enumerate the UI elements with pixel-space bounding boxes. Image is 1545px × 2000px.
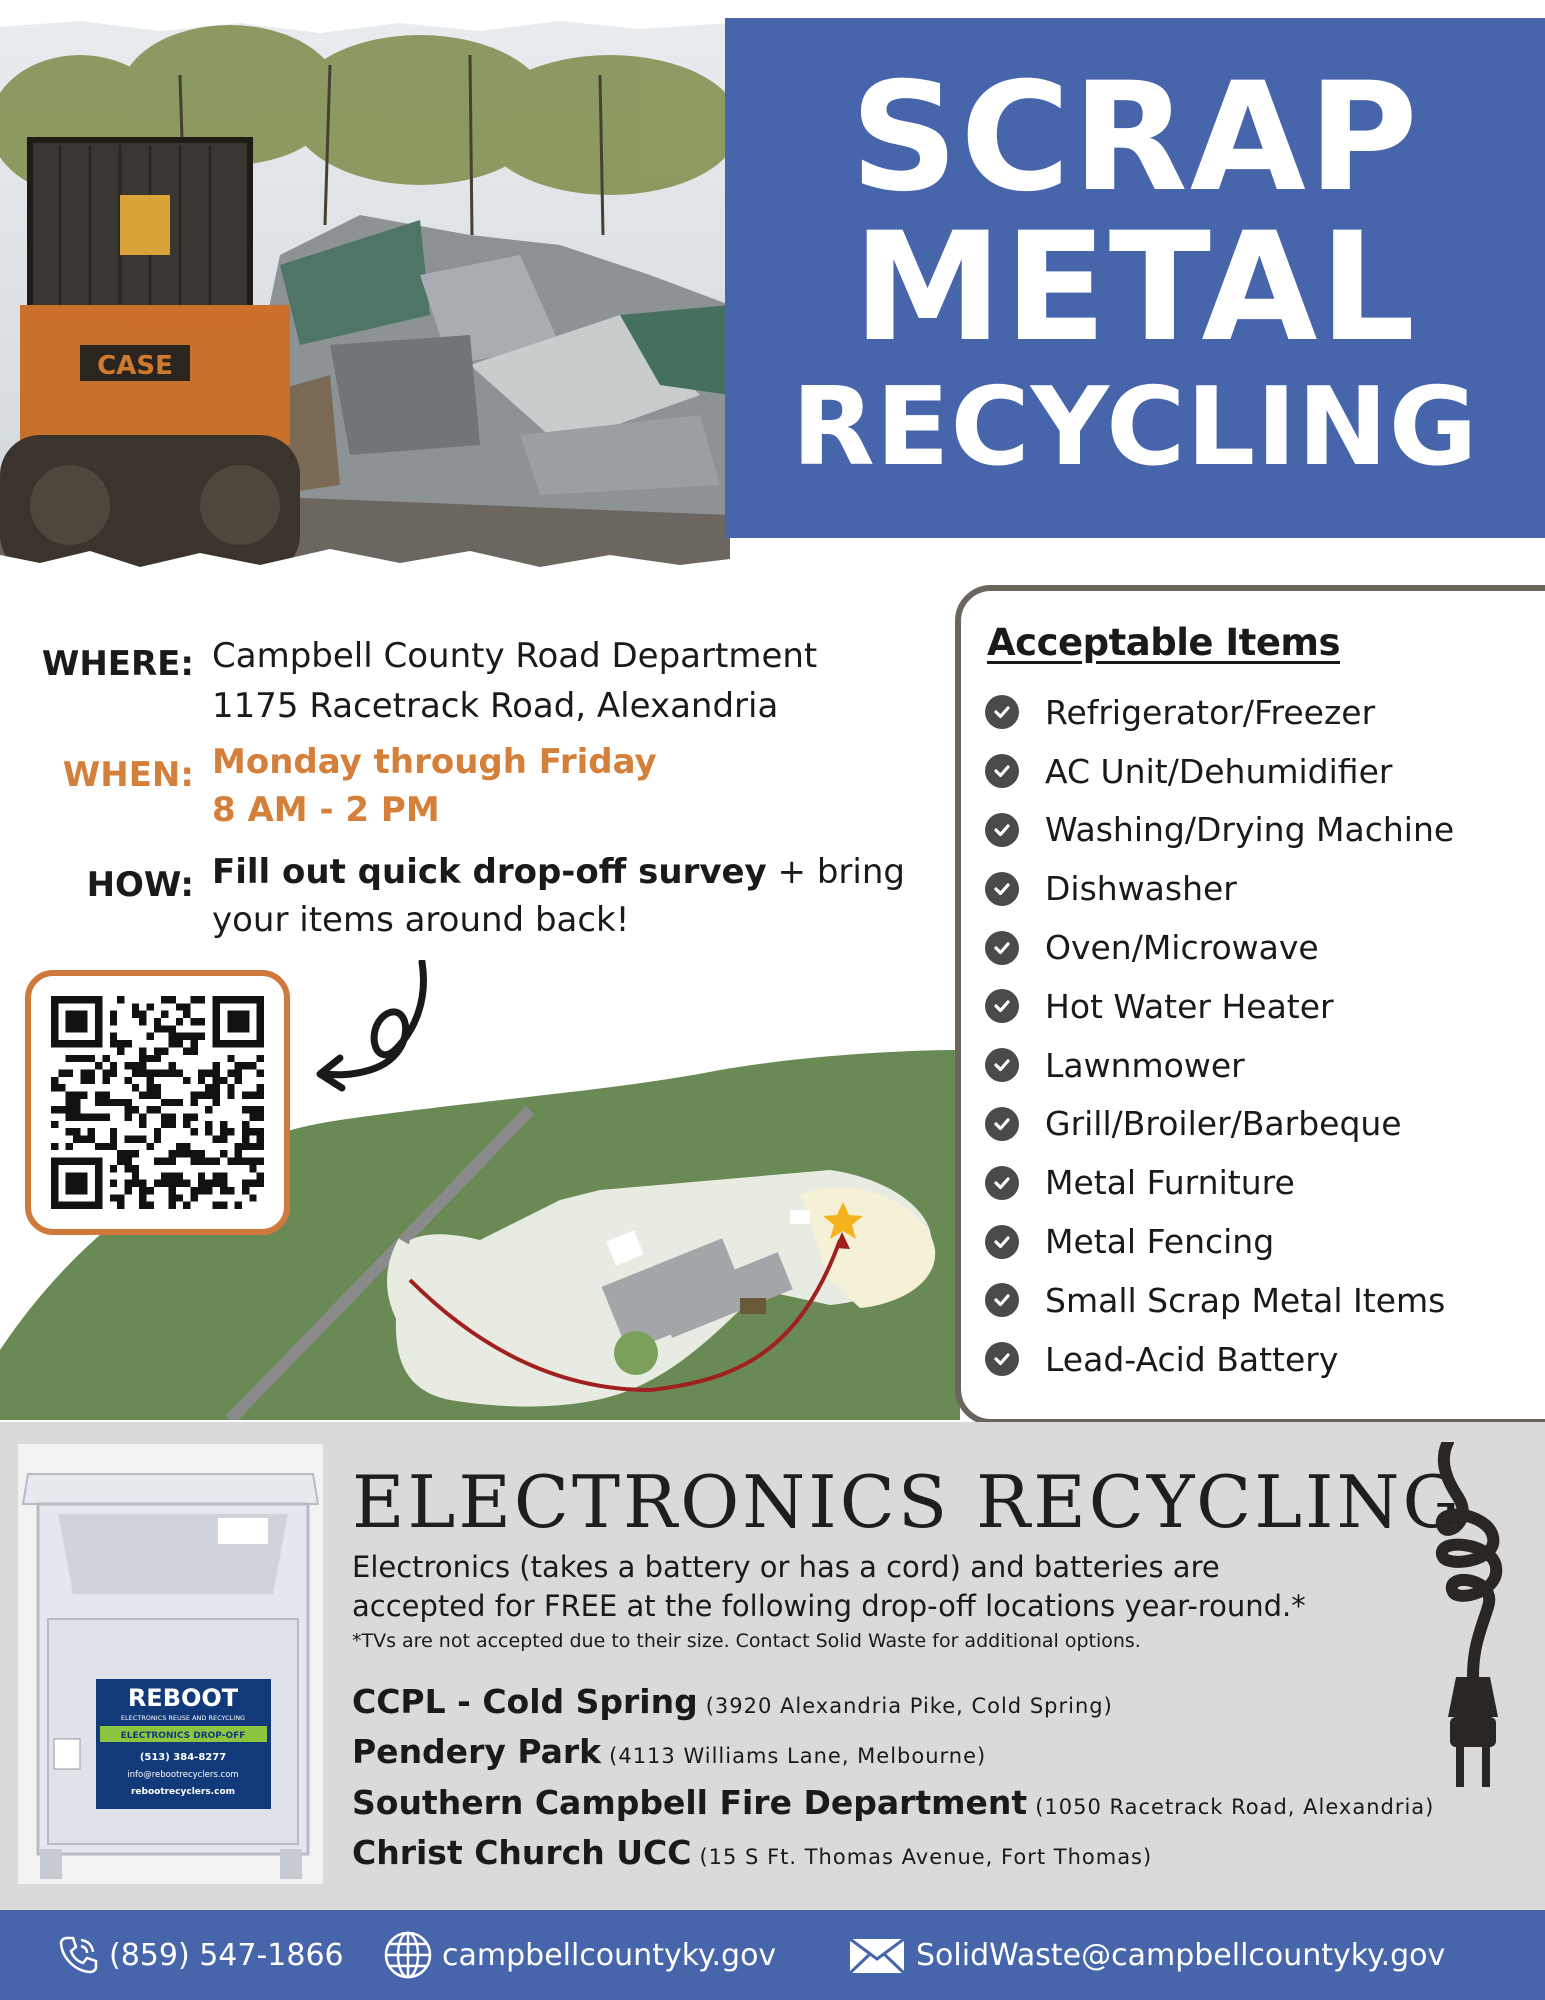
acceptable-item — [985, 1036, 1454, 1095]
title-block — [725, 18, 1545, 538]
when-label: WHEN: — [62, 755, 194, 795]
location-christ-church — [352, 1833, 1152, 1872]
acceptable-item — [985, 801, 1454, 860]
acceptable-item-label: Refrigerator/Freezer — [1045, 692, 1376, 732]
acceptable-item-label: Metal Fencing — [1045, 1222, 1275, 1262]
footer-email[interactable] — [848, 1935, 1445, 1975]
checkmark-icon — [985, 989, 1019, 1023]
location-southern-campbell-fire — [352, 1783, 1434, 1822]
electronics-description — [352, 1548, 1452, 1626]
envelope-icon — [848, 1935, 908, 1975]
acceptable-item — [985, 1271, 1454, 1330]
survey-qr-code[interactable] — [25, 970, 290, 1235]
acceptable-item-label: Small Scrap Metal Items — [1045, 1280, 1446, 1320]
location-address: (3920 Alexandria Pike, Cold Spring) — [705, 1694, 1113, 1718]
when-line-2: 8 AM - 2 PM — [212, 790, 440, 830]
bin-tagline-text: ELECTRONICS REUSE AND RECYCLING — [120, 1714, 246, 1722]
electronics-note: *TVs are not accepted due to their size. Contact Solid Waste for additional options. — [352, 1630, 1141, 1652]
where-label: WHERE: — [41, 644, 194, 684]
globe-icon — [382, 1929, 434, 1981]
electronics-desc-line-1: Electronics (takes a battery or has a cord) and batteries are — [352, 1550, 1220, 1584]
electronics-section — [0, 1422, 1545, 1910]
footer-website[interactable] — [382, 1929, 776, 1981]
acceptable-items-title: Acceptable Items — [987, 621, 1341, 664]
how-line-1 — [212, 848, 905, 896]
checkmark-icon — [985, 872, 1019, 906]
location-address: (1050 Racetrack Road, Alexandria) — [1035, 1795, 1435, 1819]
acceptable-item-label: Hot Water Heater — [1045, 986, 1334, 1026]
bin-dropoff-text: ELECTRONICS DROP-OFF — [120, 1731, 246, 1741]
power-plug-icon — [1418, 1442, 1528, 1802]
location-name: Southern Campbell Fire Department — [352, 1783, 1028, 1822]
acceptable-item — [985, 683, 1454, 742]
checkmark-icon — [985, 1166, 1019, 1200]
bin-web-text: rebootrecyclers.com — [130, 1787, 236, 1797]
acceptable-item — [985, 859, 1454, 918]
location-name: Pendery Park — [352, 1732, 602, 1771]
checkmark-icon — [985, 695, 1019, 729]
location-address: (15 S Ft. Thomas Avenue, Fort Thomas) — [699, 1845, 1153, 1869]
acceptable-item — [985, 1330, 1454, 1389]
how-label: HOW: — [86, 865, 194, 905]
electronics-title: ELECTRONICS RECYCLING — [352, 1460, 1464, 1544]
how-line-2: your items around back! — [212, 900, 630, 940]
survey-link-text[interactable]: Fill out quick drop-off survey — [212, 852, 767, 892]
acceptable-item — [985, 742, 1454, 801]
checkmark-icon — [985, 1225, 1019, 1259]
title-line-recycling: RECYCLING — [791, 365, 1479, 490]
acceptable-item-label: Oven/Microwave — [1045, 928, 1319, 968]
title-line-scrap: SCRAP — [850, 51, 1420, 225]
footer-phone-text: (859) 547-1866 — [109, 1937, 344, 1973]
qr-code-icon — [51, 996, 264, 1209]
location-name: CCPL - Cold Spring — [352, 1682, 698, 1721]
acceptable-items-panel — [955, 585, 1545, 1425]
checkmark-icon — [985, 1048, 1019, 1082]
how-rest-text: + bring — [766, 852, 905, 892]
acceptable-item — [985, 1095, 1454, 1154]
curly-arrow-icon — [310, 960, 450, 1100]
reboot-dropoff-bin — [18, 1444, 323, 1884]
location-address: (4113 Williams Lane, Melbourne) — [609, 1744, 987, 1768]
checkmark-icon — [985, 754, 1019, 788]
where-line-2: 1175 Racetrack Road, Alexandria — [212, 686, 779, 726]
acceptable-item-label: AC Unit/Dehumidifier — [1045, 751, 1393, 791]
acceptable-item — [985, 1212, 1454, 1271]
acceptable-item — [985, 1153, 1454, 1212]
footer-website-text: campbellcountyky.gov — [442, 1937, 777, 1973]
map-tree — [614, 1331, 658, 1375]
footer-email-text: SolidWaste@campbellcountyky.gov — [916, 1937, 1446, 1973]
bin-phone-text: (513) 384-8277 — [139, 1752, 227, 1763]
acceptable-item-label: Lead-Acid Battery — [1045, 1339, 1339, 1379]
acceptable-item-label: Washing/Drying Machine — [1045, 810, 1455, 850]
location-ccpl — [352, 1682, 1113, 1721]
bin-email-text: info@rebootrecyclers.com — [127, 1770, 239, 1780]
title-line-metal: METAL — [852, 201, 1418, 375]
acceptable-item-label: Lawnmower — [1045, 1045, 1245, 1085]
checkmark-icon — [985, 931, 1019, 965]
acceptable-items-list — [985, 683, 1454, 1389]
electronics-desc-line-2: accepted for FREE at the following drop-off locations year-round.* — [352, 1589, 1306, 1623]
when-line-1: Monday through Friday — [212, 742, 657, 782]
footer-phone[interactable] — [55, 1932, 344, 1978]
footer — [0, 1910, 1545, 2000]
location-name: Christ Church UCC — [352, 1833, 692, 1872]
acceptable-item — [985, 918, 1454, 977]
scrap-yard-photo — [0, 15, 730, 580]
where-line-1: Campbell County Road Department — [212, 636, 818, 676]
acceptable-item — [985, 977, 1454, 1036]
location-pendery-park — [352, 1732, 986, 1771]
checkmark-icon — [985, 813, 1019, 847]
acceptable-item-label: Grill/Broiler/Barbeque — [1045, 1104, 1402, 1144]
acceptable-item-label: Dishwasher — [1045, 869, 1237, 909]
phone-icon — [55, 1932, 101, 1978]
checkmark-icon — [985, 1342, 1019, 1376]
case-brand-text: CASE — [97, 351, 173, 381]
acceptable-item-label: Metal Furniture — [1045, 1163, 1295, 1203]
bin-brand-text: REBOOT — [127, 1684, 239, 1712]
checkmark-icon — [985, 1107, 1019, 1141]
checkmark-icon — [985, 1283, 1019, 1317]
